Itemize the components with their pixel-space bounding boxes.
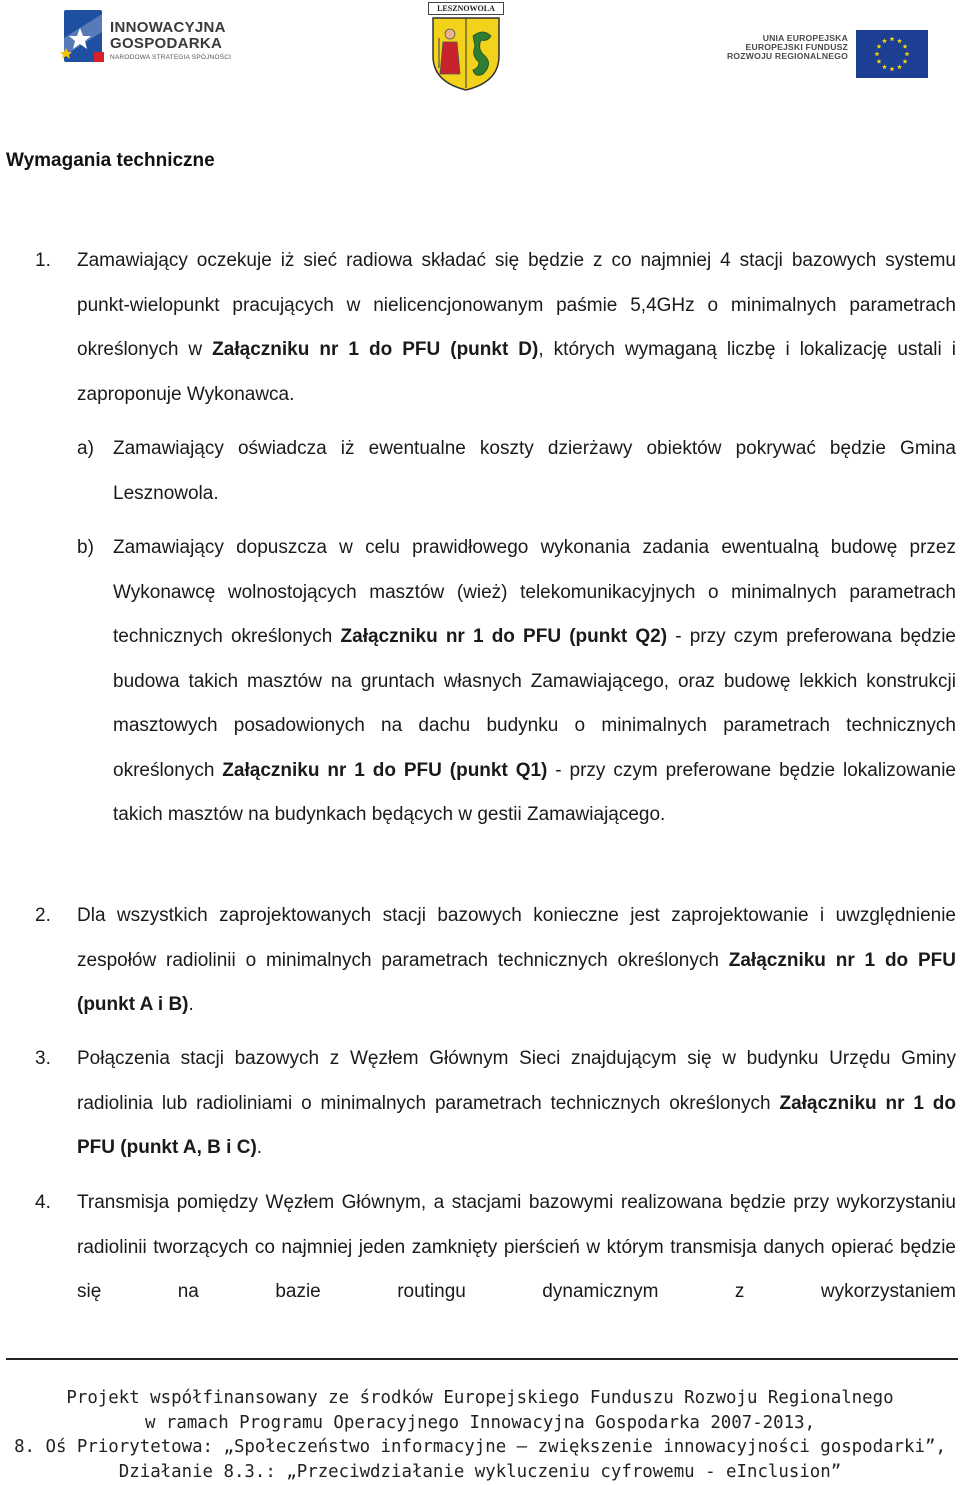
item-b-label: b) xyxy=(77,537,94,558)
item-1-text xyxy=(77,239,956,417)
item-b-body-3: - przy czym preferowane będzie lokalizowanie takich masztów na budynkach będących w gestii Zamawiającego. xyxy=(113,759,957,825)
item-3-text xyxy=(77,1037,956,1171)
eu-logo-line1: UNIA EUROPEJSKA xyxy=(762,33,848,43)
footer-line-3: 8. Oś Priorytetowa: „Społeczeństwo informacyjne – zwiększenie innowacyjności gospodarki”, xyxy=(14,1437,946,1458)
item-2-number: 2. xyxy=(35,905,51,926)
item-3-number: 3. xyxy=(35,1048,51,1069)
lesznowola-coat-of-arms xyxy=(428,2,504,92)
footer-line-4: Działanie 8.3.: „Przeciwdziałanie wykluczeniu cyfrowemu - eInclusion” xyxy=(118,1461,842,1482)
ig-logo-line2: GOSPODARKA xyxy=(110,35,223,52)
footer-line-2: w ramach Programu Operacyjnego Innowacyjna Gospodarka 2007-2013, xyxy=(144,1412,816,1433)
ig-logo-line3: NARODOWA STRATEGIA SPÓJNOŚCI xyxy=(110,54,232,61)
item-a-label: a) xyxy=(77,438,94,459)
item-b-body-2: - przy czym preferowana będzie budowa takich masztów na gruntach własnych Zamawiającego, oraz budowę lekkich konstrukcji masztowych posadowionych na dachu budynku o minimalnych parametrach technicznych określonych xyxy=(113,626,956,781)
item-1-tail: , których wymaganą liczbę i lokalizację ustali i zaproponuje Wykonawca. xyxy=(77,339,956,405)
item-2-reference: Załączniku nr 1 do PFU (punkt A i B) xyxy=(77,949,956,1015)
eu-logo-line3: ROZWOJU REGIONALNEGO xyxy=(727,51,848,62)
ig-emblem-icon xyxy=(58,8,108,66)
item-3-tail: . xyxy=(256,1137,263,1158)
ig-logo-line1: INNOWACYJNA xyxy=(110,19,226,36)
footer xyxy=(0,1386,960,1484)
innowacyjna-gospodarka-logo xyxy=(58,8,248,66)
item-2-tail: . xyxy=(188,994,194,1015)
item-1-body: Zamawiający oczekuje iż sieć radiowa składać się będzie z co najmniej 4 stacji bazowych systemu punkt-wielopunkt pracujących w nielicencjonowanym paśmie 5,4GHz o minimalnych parametrach określonych w xyxy=(77,250,956,360)
item-4-text: Transmisja pomiędzy Węzłem Głównym, a stacjami bazowymi realizowana będzie przy wykorzystaniu radiolinii tworzących co najmniej jeden zamknięty pierścień w którym transmisja danych opierać będzie się na bazie routingu dynamicznym z wykorzystaniem xyxy=(77,1192,956,1302)
eu-erdf-logo xyxy=(720,30,930,80)
item-2-body: Dla wszystkich zaprojektowanych stacji bazowych konieczne jest zaprojektowanie i uwzględnienie zespołów radiolinii o minimalnych parametrach technicznych określonych xyxy=(77,905,956,971)
coat-of-arms-shield-icon xyxy=(431,16,501,92)
item-1-number: 1. xyxy=(35,250,51,271)
item-b-reference-1: Załączniku nr 1 do PFU (punkt Q2) xyxy=(340,626,668,647)
item-b-reference-2: Załączniku nr 1 do PFU (punkt Q1) xyxy=(222,759,548,781)
item-b-body-1: Zamawiający dopuszcza w celu prawidłowego wykonania zadania ewentualną budowę przez Wykonawcę wolnostojących masztów (wież) telekomunikacyjnych o minimalnych parametrach technicznych określonych xyxy=(113,537,956,647)
item-b-text xyxy=(113,526,956,838)
item-a-text: Zamawiający oświadcza iż ewentualne koszty dzierżawy obiektów pokrywać będzie Gmina Lesznowola. xyxy=(113,438,956,504)
footer-line-1: Projekt współfinansowany ze środków Europejskiego Funduszu Rozwoju Regionalnego xyxy=(66,1388,894,1408)
item-3-body: Połączenia stacji bazowych z Węzłem Głównym Sieci znajdującym się w budynku Urzędu Gminy radiolinia lub radioliniami o minimalnych parametrach technicznych określonych xyxy=(77,1048,956,1114)
item-1-reference: Załączniku nr 1 do PFU (punkt D) xyxy=(212,339,539,360)
item-2-text xyxy=(77,894,956,1028)
eu-logo-line2: EUROPEJSKI FUNDUSZ xyxy=(745,42,848,53)
footer-divider xyxy=(6,1358,958,1360)
eu-flag-icon xyxy=(856,30,928,78)
crest-banner: LESZNOWOLA xyxy=(428,2,504,15)
section-heading: Wymagania techniczne xyxy=(6,150,215,171)
item-4-number: 4. xyxy=(35,1192,51,1213)
item-3-reference: Załączniku nr 1 do PFU (punkt A, B i C) xyxy=(77,1092,956,1158)
